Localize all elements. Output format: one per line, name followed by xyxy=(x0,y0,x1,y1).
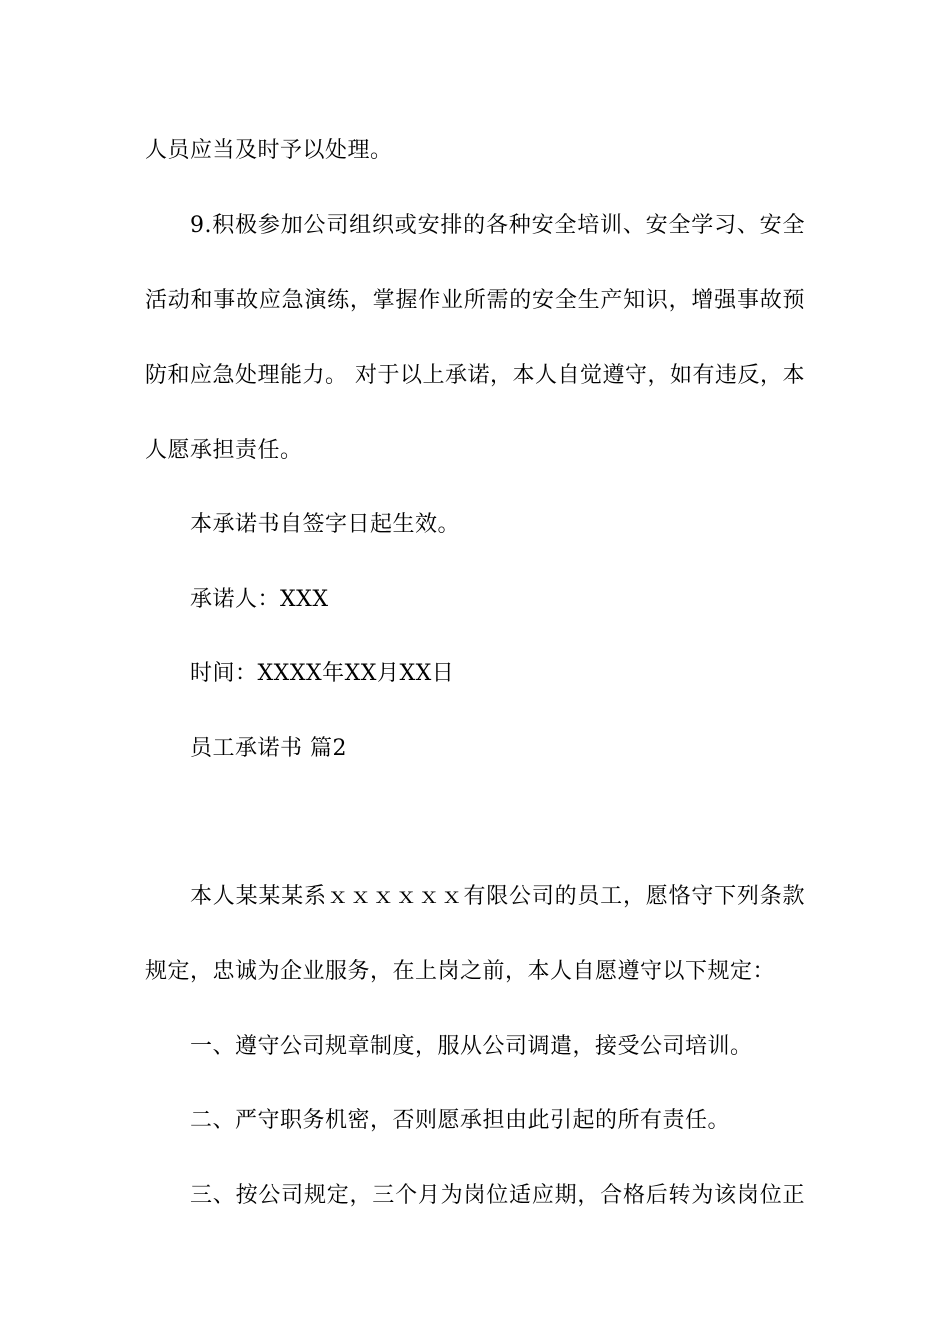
paragraph-line: 本人某某某系ｘｘｘｘｘｘ有限公司的员工，愿恪守下列条款 xyxy=(190,884,805,909)
date-line: 时间：XXXX年XX月XX日 xyxy=(190,661,455,686)
paragraph-line: 本承诺书自签字日起生效。 xyxy=(190,512,461,537)
list-item: 一、遵守公司规章制度，服从公司调遣，接受公司培训。 xyxy=(190,1034,753,1059)
paragraph-line: 人愿承担责任。 xyxy=(145,438,303,463)
paragraph-line: 人员应当及时予以处理。 xyxy=(145,138,393,163)
paragraph-line: 防和应急处理能力。 对于以上承诺，本人自觉遵守，如有违反，本 xyxy=(145,363,805,388)
signatory-line: 承诺人：XXX xyxy=(190,587,329,612)
section-heading: 员工承诺书 篇2 xyxy=(190,736,347,761)
paragraph-line: 9.积极参加公司组织或安排的各种安全培训、安全学习、安全 xyxy=(190,213,805,238)
paragraph-line: 规定，忠诚为企业服务，在上岗之前，本人自愿遵守以下规定： xyxy=(145,959,776,984)
paragraph-line: 活动和事故应急演练，掌握作业所需的安全生产知识，增强事故预 xyxy=(145,288,805,313)
list-item: 三、按公司规定，三个月为岗位适应期，合格后转为该岗位正 xyxy=(190,1183,805,1208)
list-item: 二、严守职务机密，否则愿承担由此引起的所有责任。 xyxy=(190,1108,731,1133)
